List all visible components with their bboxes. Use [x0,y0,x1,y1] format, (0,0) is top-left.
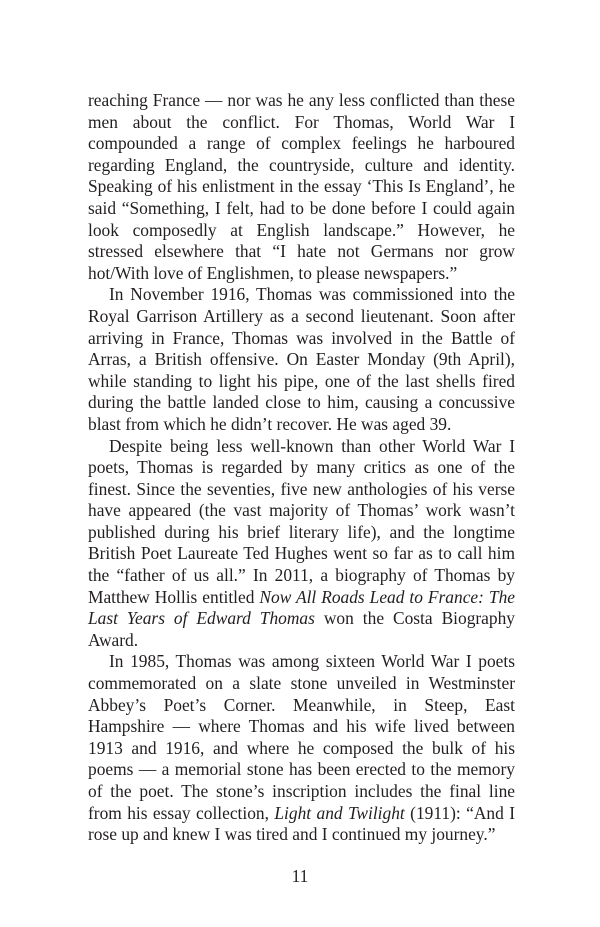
paragraph-text: (1911): “And I rose up and knew I was tired and I continued my journey.” [88,802,516,845]
paragraph-text: In 1985, Thomas was among sixteen World War I poets commemorated on a slate stone unveiled in Westminster Abbey’s Poet’s Corner. Meanwhile, in Steep, East Hampshire — where Thomas and his wife lived between 1913 and 1916, and where he composed the bulk of his poems — a memorial stone has been erected to the memory of the poet. The stone’s inscription includes the final line from his essay collection, [88,651,515,823]
paragraph [88,90,515,284]
paragraph-text: In November 1916, Thomas was commissioned into the Royal Garrison Artillery as a second lieutenant. Soon after arriving in France, Thomas was involved in the Battle of Arras, a British offensive. On Easter Monday (9th April), while standing to light his pipe, one of the last shells fired during the battle landed close to him, causing a concussive blast from which he didn’t recover. He was aged 39. [88,284,515,434]
paragraph-text: won the Costa Biography Award. [88,608,515,650]
book-title: Light and Twilight [274,802,405,823]
book-title: Now All Roads Lead to France: The Last Years of Edward Thomas [88,586,515,629]
paragraph [88,436,515,652]
paragraph [88,651,515,845]
paragraph-text: Despite being less well-known than other World War I poets, Thomas is regarded by many critics as one of the finest. Since the seventies, five new anthologies of his verse have appeared (the vast majority of Thomas’ work wasn’t published during his brief literary life), and the longtime British Poet Laureate Ted Hughes went so far as to call him the “father of us all.” In 2011, a biography of Thomas by Matthew Hollis entitled [88,435,515,607]
paragraph-text: reaching France — nor was he any less conflicted than these men about the conflict. For Thomas, World War I compounded a range of complex feelings he harboured regarding England, the countryside, culture and identity. Speaking of his enlistment in the essay ‘This Is England’, he said “Something, I felt, had to be done before I could again look composedly at English landscape.” However, he stressed elsewhere that “I hate not Germans nor grow hot/With love of Englishmen, to please newspapers.” [88,90,515,283]
page-body [88,90,515,846]
paragraph [88,284,515,435]
page-number: 11 [291,866,309,886]
